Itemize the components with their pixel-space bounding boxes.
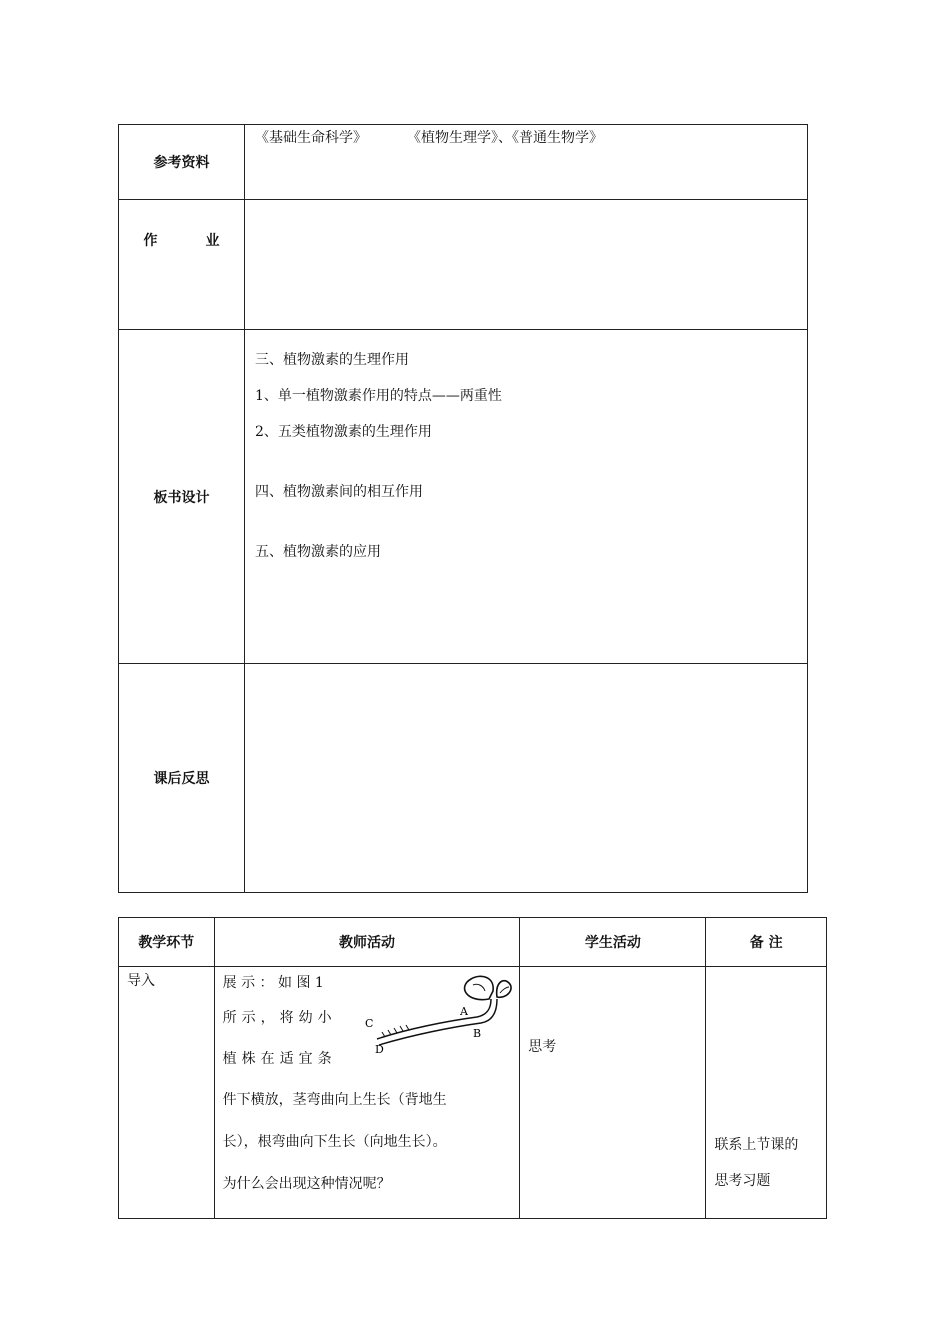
board-line-5: 五、植物激素的应用: [255, 544, 381, 560]
teacher-line-6: 为什么会出现这种情况呢？: [222, 1176, 391, 1192]
header-stage: 教学环节: [119, 918, 215, 967]
reflection-content: [245, 664, 808, 893]
figure-label-a: A: [459, 1005, 468, 1018]
header-student: 学生活动: [520, 918, 706, 967]
references-row: [119, 125, 808, 200]
teacher-line-5: 长），根弯曲向下生长（向地生长）。: [222, 1134, 447, 1150]
board-row: [119, 330, 808, 664]
homework-label: [119, 200, 245, 330]
teaching-process-table: [118, 917, 827, 1219]
board-line-1: 三、植物激素的生理作用: [255, 352, 409, 368]
teacher-line-4: 件下横放，茎弯曲向上生长（背地生: [222, 1092, 447, 1108]
note-cell: [706, 967, 827, 1219]
figure-label-d: D: [374, 1043, 384, 1055]
teacher-cell: [214, 967, 520, 1219]
header-note: 备 注: [706, 918, 827, 967]
board-line-3: 2、五类植物激素的生理作用: [255, 424, 432, 440]
reference-book-2: 《植物生理学》、《普通生物学》: [407, 130, 603, 146]
board-label: 板书设计: [119, 330, 245, 664]
homework-label-right: 业: [205, 233, 220, 249]
header-row: [119, 918, 827, 967]
reference-book-1: 《基础生命科学》: [255, 130, 367, 146]
homework-content: [245, 200, 808, 330]
figure-label-b: B: [472, 1027, 481, 1040]
note-line-2: 思考习题: [714, 1173, 771, 1189]
table-row: [119, 967, 827, 1219]
header-teacher: 教师活动: [214, 918, 520, 967]
reflection-row: [119, 664, 808, 893]
homework-label-left: 作: [143, 233, 158, 249]
references-content: [245, 125, 808, 200]
teacher-line-2: 所示，将幼小: [222, 1010, 337, 1026]
teacher-line-1: 展 示 ： 如 图 1: [222, 975, 324, 991]
board-line-4: 四、植物激素间的相互作用: [255, 484, 423, 500]
horizontal-plant-figure: [357, 973, 517, 1055]
figure-label-c: C: [364, 1017, 374, 1030]
teacher-line-3: 植株在适宜条: [222, 1051, 337, 1067]
board-line-2: 1、单一植物激素作用的特点——两重性: [255, 388, 502, 404]
student-cell: 思考: [520, 967, 706, 1219]
note-line-1: 联系上节课的: [714, 1137, 799, 1153]
references-label: 参考资料: [119, 125, 245, 200]
board-content: [245, 330, 808, 664]
homework-row: [119, 200, 808, 330]
reflection-label: 课后反思: [119, 664, 245, 893]
stage-cell: 导入: [119, 967, 215, 1219]
lesson-info-table: [118, 124, 808, 893]
